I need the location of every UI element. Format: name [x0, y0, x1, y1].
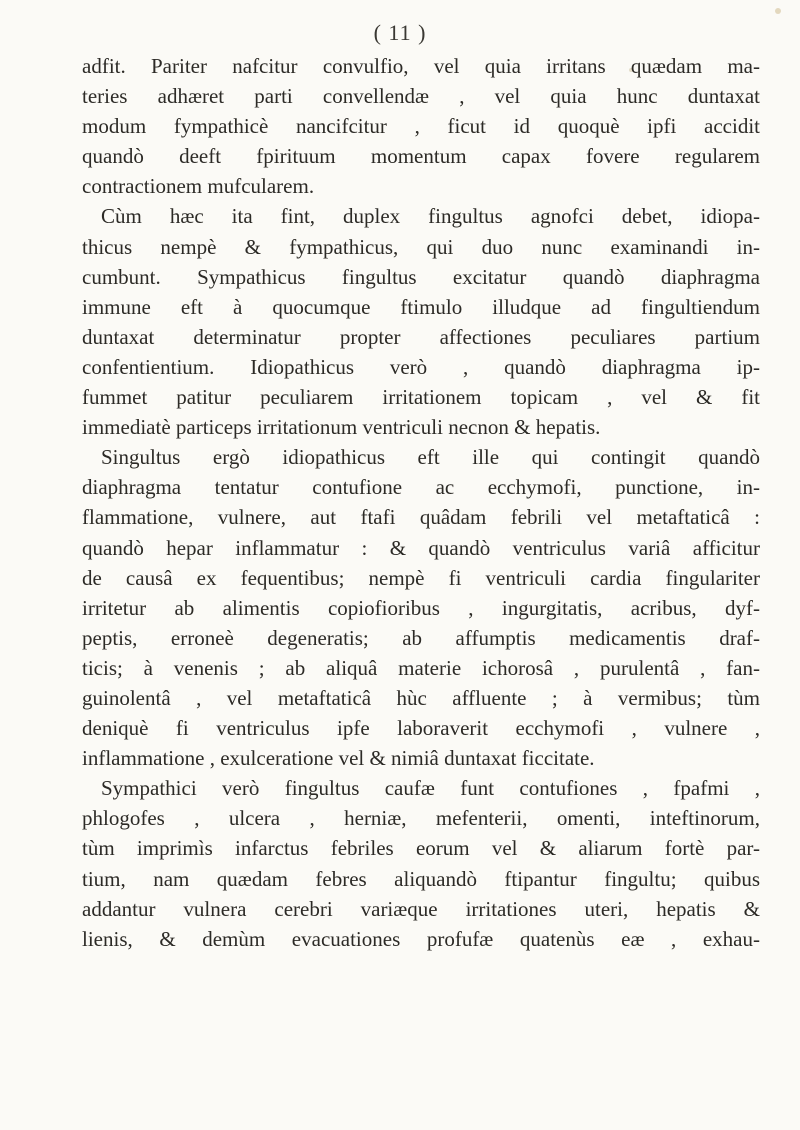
text-line: thicus nempè & fympathicus, qui duo nunc examinandi in-	[82, 234, 760, 259]
paragraph-start-line: Sympathici verò fingultus caufæ funt contufiones , fpafmi ,	[101, 776, 760, 801]
text-line: confentientium. Idiopathicus verò , quandò diaphragma ip-	[82, 354, 760, 379]
text-line: deniquè fi ventriculus ipfe laboraverit ecchymofi , vulnere ,	[82, 716, 760, 741]
paragraph-start-line: Singultus ergò idiopathicus eft ille qui contingit quandò	[101, 445, 760, 470]
text-line: fummet patitur peculiarem irritationem topicam , vel & fit	[82, 385, 760, 410]
text-line: cumbunt. Sympathicus fingultus excitatur quandò diaphragma	[82, 264, 760, 289]
text-line: ticis; à venenis ; ab aliquâ materie ichorosâ , purulentâ , fan-	[82, 655, 760, 680]
paper-blemish	[775, 8, 781, 14]
text-line: addantur vulnera cerebri variæque irritationes uteri, hepatis &	[82, 896, 760, 921]
text-line: inflammatione , exulceratione vel & nimiâ duntaxat ficcitate.	[82, 746, 595, 771]
text-line: flammatione, vulnere, aut ftafi quâdam febrili vel metaftaticâ :	[82, 505, 760, 530]
text-line: quandò hepar inflammatur : & quandò ventriculus variâ afficitur	[82, 535, 760, 560]
page-number: ( 11 )	[373, 20, 427, 45]
text-line: peptis, erroneè degeneratis; ab affumptis medicamentis draf-	[82, 625, 760, 650]
text-line: immune eft à quocumque ftimulo illudque ad fingultiendum	[82, 294, 760, 319]
text-line: phlogofes , ulcera , herniæ, mefenterii, omenti, inteftinorum,	[82, 806, 760, 831]
text-line: duntaxat determinatur propter affectiones peculiares partium	[82, 324, 760, 349]
paragraph-start-line: Cùm hæc ita fint, duplex fingultus agnofci debet, idiopa-	[101, 204, 760, 229]
text-line: diaphragma tentatur contufione ac ecchymofi, punctione, in-	[82, 475, 760, 500]
text-line: adfit. Pariter nafcitur convulfio, vel quia irritans quædam ma-	[82, 54, 760, 78]
text-line: modum fympathicè nancifcitur , ficut id quoquè ipfi accidit	[82, 114, 760, 139]
text-line: guinolentâ , vel metaftaticâ hùc affluente ; à vermibus; tùm	[82, 685, 760, 710]
text-line: de causâ ex fequentibus; nempè fi ventriculi cardia fingulariter	[82, 565, 760, 590]
text-line: lienis, & demùm evacuationes profufæ quatenùs eæ , exhau-	[82, 926, 760, 951]
text-line: tium, nam quædam febres aliquandò ftipantur fingultu; quibus	[82, 866, 760, 891]
text-line: contractionem mufcularem.	[82, 174, 315, 199]
text-line: quandò deeft fpirituum momentum capax fovere regularem	[82, 144, 760, 169]
text-line: irritetur ab alimentis copiofioribus , ingurgitatis, acribus, dyf-	[82, 595, 760, 620]
text-line: immediatè particeps irritationum ventriculi necnon & hepatis.	[82, 415, 601, 440]
text-line: teries adhæret parti convellendæ , vel quia hunc duntaxat	[82, 84, 760, 109]
text-line: tùm imprimìs infarctus febriles eorum vel & aliarum fortè par-	[82, 836, 760, 861]
body-text	[82, 51, 760, 954]
